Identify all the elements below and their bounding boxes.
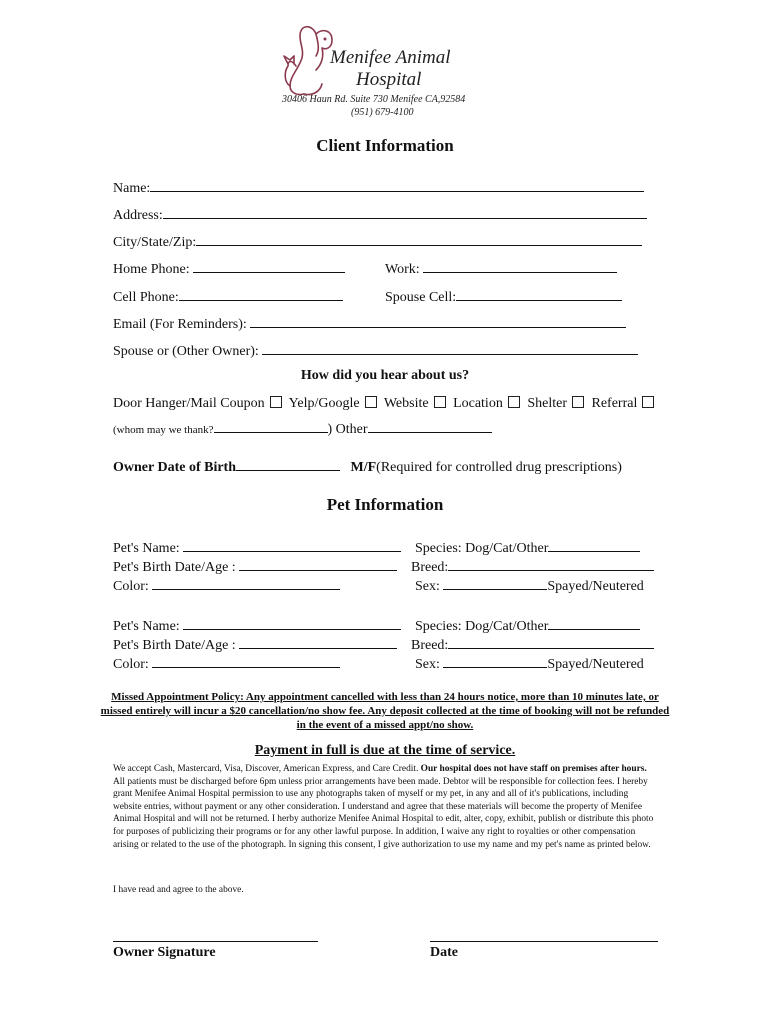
- pet2-species-field[interactable]: Species: Dog/Cat/Other: [415, 616, 640, 635]
- owner-signature-line[interactable]: [113, 941, 318, 942]
- pet1-species-line: [548, 538, 640, 552]
- work-phone-field[interactable]: Work:: [385, 259, 617, 278]
- checkbox-location[interactable]: [508, 396, 520, 408]
- name-field[interactable]: Name:: [113, 178, 644, 197]
- city-state-zip-line: [196, 232, 642, 246]
- pet2-breed-line: [448, 635, 654, 649]
- email-field[interactable]: Email (For Reminders):: [113, 314, 626, 333]
- option-shelter: Shelter: [527, 396, 567, 411]
- pet1-breed-field[interactable]: Breed:: [411, 557, 654, 576]
- dob-note: (Required for controlled drug prescriptions): [376, 460, 622, 475]
- pet2-breed-field[interactable]: Breed:: [411, 635, 654, 654]
- pet2-color-field[interactable]: Color:: [113, 654, 340, 673]
- mf-label: M/F: [350, 460, 377, 475]
- hospital-name-line1: Menifee Animal: [330, 47, 451, 68]
- address-line: [163, 205, 647, 219]
- spouse-owner-field[interactable]: Spouse or (Other Owner):: [113, 341, 638, 360]
- pet2-birth-line: [239, 635, 397, 649]
- hospital-phone: (951) 679-4100: [351, 107, 414, 118]
- checkbox-referral[interactable]: [642, 396, 654, 408]
- spouse-owner-line: [262, 341, 638, 355]
- address-field[interactable]: Address:: [113, 205, 647, 224]
- cell-phone-field[interactable]: Cell Phone:: [113, 287, 343, 306]
- owner-signature-label: Owner Signature: [113, 945, 216, 960]
- referral-question: How did you hear about us?: [300, 368, 470, 383]
- checkbox-door-hanger[interactable]: [270, 396, 282, 408]
- referral-options: [113, 396, 658, 412]
- pet1-color-field[interactable]: Color:: [113, 576, 340, 595]
- checkbox-website[interactable]: [434, 396, 446, 408]
- payment-heading: Payment in full is due at the time of service.: [254, 743, 516, 758]
- home-phone-field[interactable]: Home Phone:: [113, 259, 345, 278]
- after-hours-notice: Our hospital does not have staff on premises after hours.: [420, 764, 647, 774]
- missed-appointment-policy: Missed Appointment Policy: Any appointment cancelled with less than 24 hours notice, more than 10 minutes late, or missed entirely will incur a $20 cancellation/no show fee. Any deposit collected at the time of booking will not be refunded in the event of a missed appt/no show.: [100, 691, 670, 731]
- pet2-birth-field[interactable]: Pet's Birth Date/Age :: [113, 635, 397, 654]
- agree-statement: I have read and agree to the above.: [113, 885, 244, 895]
- option-location: Location: [453, 396, 503, 411]
- pet2-name-field[interactable]: Pet's Name:: [113, 616, 401, 635]
- checkbox-yelp-google[interactable]: [365, 396, 377, 408]
- pet1-sex-field[interactable]: Sex: Spayed/Neutered: [415, 576, 644, 595]
- checkbox-shelter[interactable]: [572, 396, 584, 408]
- pet2-species-line: [548, 616, 640, 630]
- pet1-birth-field[interactable]: Pet's Birth Date/Age :: [113, 557, 397, 576]
- email-line: [250, 314, 626, 328]
- whom-line: [214, 419, 328, 433]
- name-line: [150, 178, 644, 192]
- pet1-sex-line: [443, 576, 547, 590]
- pet2-color-line: [152, 654, 340, 668]
- pet1-name-line: [183, 538, 401, 552]
- pet-info-title: Pet Information: [326, 495, 444, 514]
- pet1-breed-line: [448, 557, 654, 571]
- city-state-zip-field[interactable]: City/State/Zip:: [113, 232, 642, 251]
- cell-phone-line: [179, 287, 343, 301]
- consent-text: We accept Cash, Mastercard, Visa, Discover, American Express, and Care Credit. Our hospital does not have staff on premises after hours. All patients must be discharged before 6pm unless prior arrangements have been made. Debtor will be responsible for collection fees. I hereby grant Menifee Animal Hospital permission to use any photographs taken of myself or my pet, in any and all of it's publications, including website entries, without payment or any other consideration. I understand and agree that these materials will become the property of Menifee Animal Hospital and will not be returned. I herby authorize Menifee Animal Hospital to edit, alter, copy, exhibit, publish or distribute this photo for purposes of publicizing their programs or for any other lawful purpose. In addition, I waive any right to royalties or other compensation arising or related to the use of the photograph. In signing this consent, I give authorization to use my name and my pet's name as printed below.: [113, 764, 654, 850]
- dog-cat-logo-icon: [276, 20, 338, 98]
- date-line[interactable]: [430, 941, 658, 942]
- pet2-sex-field[interactable]: Sex: Spayed/Neutered: [415, 654, 644, 673]
- owner-dob-line: [236, 457, 340, 471]
- pet1-color-line: [152, 576, 340, 590]
- pet1-species-field[interactable]: Species: Dog/Cat/Other: [415, 538, 640, 557]
- hospital-name-line2: Hospital: [356, 69, 422, 90]
- spouse-cell-line: [456, 287, 622, 301]
- option-referral: Referral: [591, 396, 638, 411]
- referral-whom-field[interactable]: (whom may we thank? ) Other: [113, 419, 492, 438]
- home-phone-line: [193, 259, 345, 273]
- spouse-cell-field[interactable]: Spouse Cell:: [385, 287, 622, 306]
- option-website: Website: [383, 396, 429, 411]
- other-line: [368, 419, 492, 433]
- date-label: Date: [430, 945, 458, 960]
- hospital-logo: [276, 20, 338, 103]
- pet1-birth-line: [239, 557, 397, 571]
- client-info-title: Client Information: [316, 136, 454, 155]
- pet2-sex-line: [443, 654, 547, 668]
- option-door-hanger: Door Hanger/Mail Coupon: [113, 396, 265, 411]
- work-phone-line: [423, 259, 617, 273]
- option-yelp-google: Yelp/Google: [288, 396, 360, 411]
- pet1-name-field[interactable]: Pet's Name:: [113, 538, 401, 557]
- pet2-name-line: [183, 616, 401, 630]
- hospital-address: 30406 Haun Rd. Suite 730 Menifee CA,92584: [282, 94, 466, 105]
- owner-dob-field[interactable]: Owner Date of Birth M/F(Required for controlled drug prescriptions): [113, 457, 622, 476]
